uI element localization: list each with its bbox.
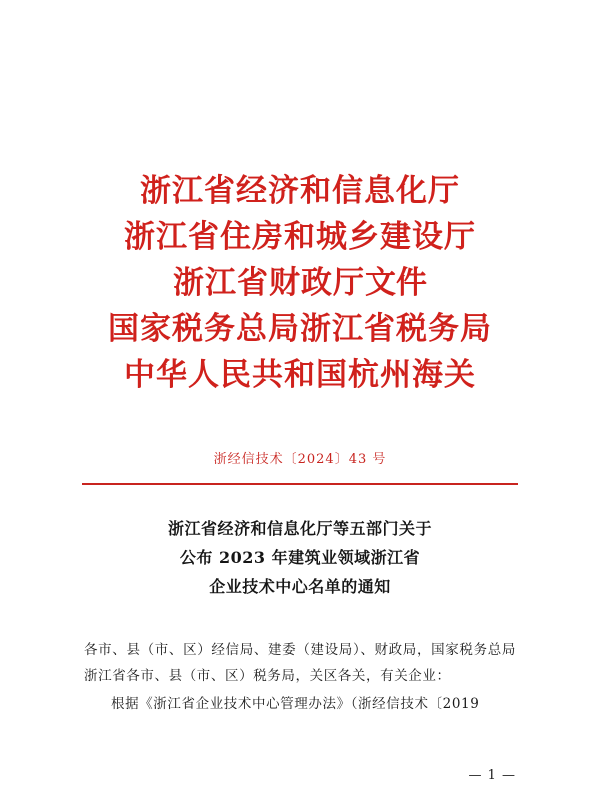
masthead-line-4: 国家税务总局浙江省税务局 (108, 311, 492, 347)
document-title (0, 514, 600, 601)
document-body (84, 637, 516, 717)
masthead-line-5: 中华人民共和国杭州海关 (124, 357, 476, 393)
masthead-line-3-agency: 浙江省财政厅 (173, 265, 365, 301)
document-number: 浙经信技术〔2024〕43 号 (213, 452, 387, 467)
masthead (0, 168, 600, 398)
body-paragraph-1: 根据《浙江省企业技术中心管理办法》（浙经信技术〔2019 (111, 696, 480, 712)
title-line-1: 浙江省经济和信息化厅等五部门关于 (167, 519, 432, 538)
title-line-2: 公布 2023 年建筑业领域浙江省 (179, 548, 421, 567)
page-number: — 1 — (468, 768, 516, 783)
masthead-line-3 (0, 260, 600, 306)
masthead-line-2: 浙江省住房和城乡建设厅 (124, 219, 476, 255)
masthead-line-1: 浙江省经济和信息化厅 (140, 173, 460, 209)
title-line-3: 企业技术中心名单的通知 (209, 577, 391, 596)
red-divider-rule (82, 483, 518, 485)
masthead-line-3-suffix: 文件 (365, 265, 427, 301)
addressee-paragraph: 各市、县（市、区）经信局、建委（建设局）、财政局，国家税务总局浙江省各市、县（市、区）税务局，关区各关，有关企业： (84, 642, 516, 684)
